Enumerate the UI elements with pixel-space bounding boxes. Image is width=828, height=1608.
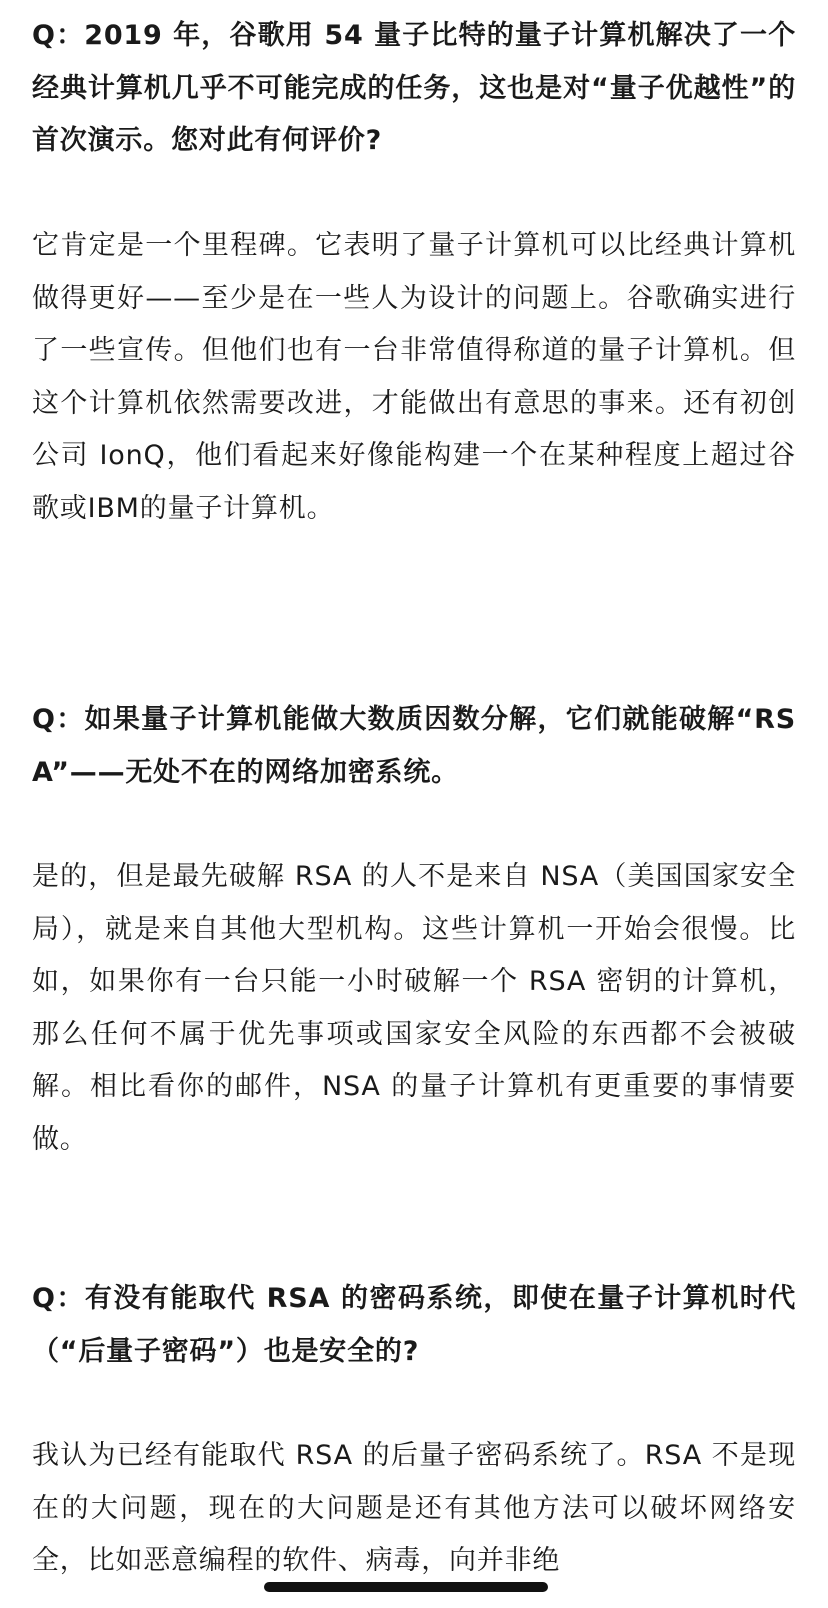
question-3: Q：有没有能取代 RSA 的密码系统，即使在量子计算机时代（“后量子密码”）也是安全的? <box>32 1283 796 1367</box>
home-indicator[interactable] <box>264 1582 548 1592</box>
question-2: Q：如果量子计算机能做大数质因数分解，它们就能破解“RSA”——无处不在的网络加密系统。 <box>32 704 796 788</box>
answer-2: 是的，但是最先破解 RSA 的人不是来自 NSA（美国国家安全局），就是来自其他大型机构。这些计算机一开始会很慢。比如，如果你有一台只能一小时破解一个 RSA 密钥的计算机，那么任何不属于优先事项或国家安全风险的东西都不会被破解。相比看你的邮件，NSA 的量子计算机有更重要的事情要做。 <box>32 861 796 1155</box>
question-1: Q：2019 年，谷歌用 54 量子比特的量子计算机解决了一个经典计算机几乎不可能完成的任务，这也是对“量子优越性”的首次演示。您对此有何评价? <box>32 20 796 156</box>
answer-3: 我认为已经有能取代 RSA 的后量子密码系统了。RSA 不是现在的大问题，现在的大问题是还有其他方法可以破坏网络安全，比如恶意编程的软件、病毒，向并非绝 <box>32 1440 796 1576</box>
answer-1: 它肯定是一个里程碑。它表明了量子计算机可以比经典计算机做得更好——至少是在一些人为设计的问题上。谷歌确实进行了一些宣传。但他们也有一台非常值得称道的量子计算机。但这个计算机依然需要改进，才能做出有意思的事来。还有初创公司 IonQ，他们看起来好像能构建一个在某种程度上超过谷歌或IBM的量子计算机。 <box>32 230 796 524</box>
